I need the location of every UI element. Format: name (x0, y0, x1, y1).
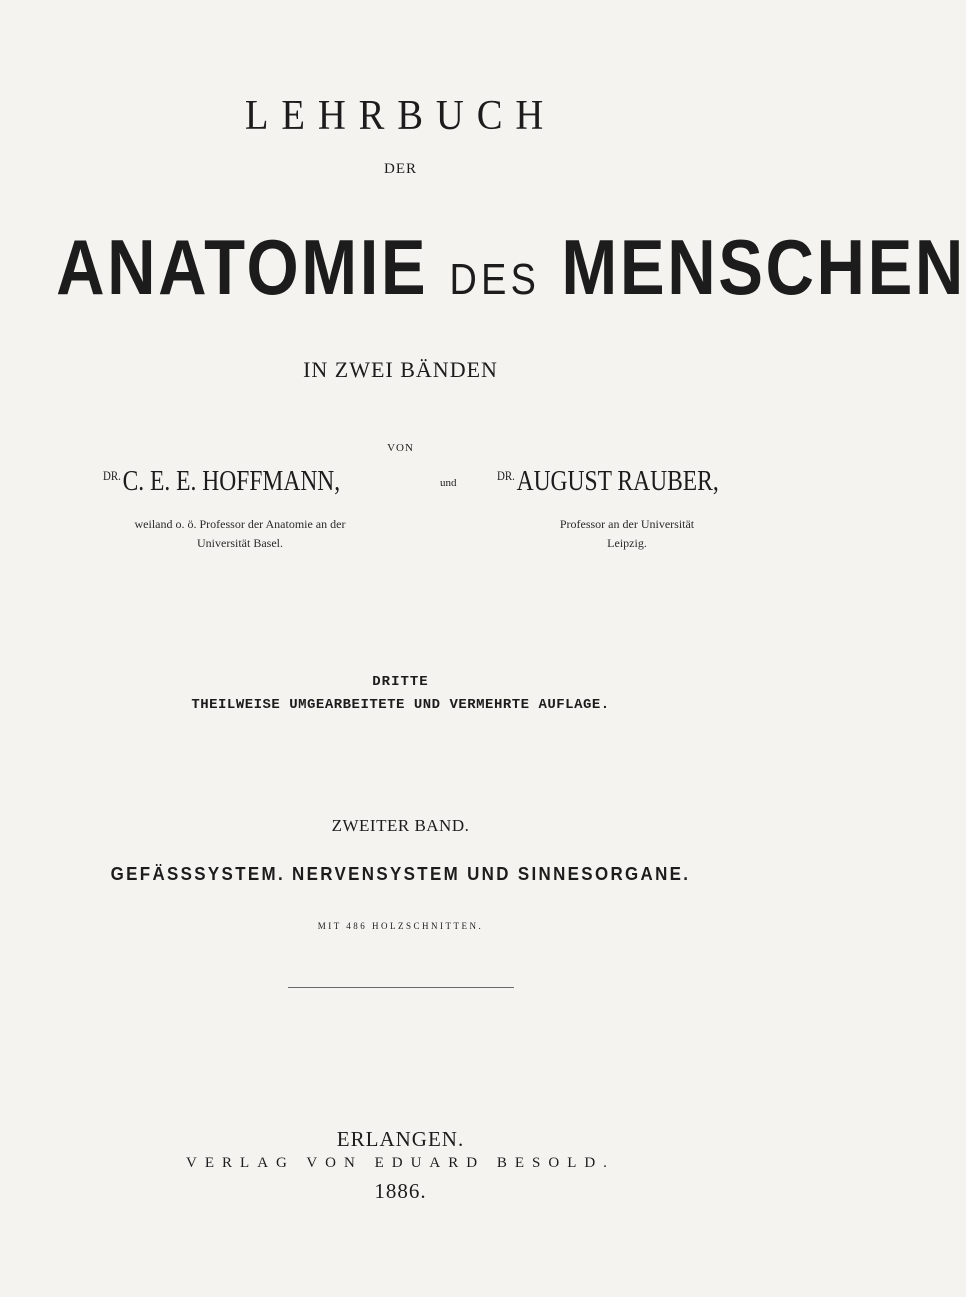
affiliation-line: weiland o. ö. Professor der Anatomie an der (134, 517, 346, 531)
author-hoffmann-affiliation (100, 515, 380, 553)
author-hoffmann (103, 468, 340, 496)
title-word-des: DES (449, 255, 541, 304)
imprint-city: ERLANGEN. (336, 1127, 465, 1151)
edition-number: DRITTE (372, 674, 429, 690)
byline-von: VON (387, 442, 414, 454)
imprint-publisher: VERLAG VON EDUARD BESOLD. (186, 1155, 615, 1171)
volume-contents: GEFÄSSSYSTEM. NERVENSYSTEM UND SINNESORGANE. (110, 864, 691, 884)
title-word-menschen: MENSCHEN (561, 223, 966, 311)
author-title-prefix: DR. (497, 467, 515, 483)
author-name: C. E. E. HOFFMANN, (122, 466, 341, 497)
affiliation-line: Universität Basel. (197, 536, 283, 550)
book-title-lehrbuch: LEHRBUCH (244, 93, 557, 139)
divider-rule (288, 987, 514, 988)
book-title-anatomie-des-menschen (56, 223, 966, 311)
volumes-note: IN ZWEI BÄNDEN (303, 357, 498, 382)
title-word-anatomie: ANATOMIE (56, 223, 429, 311)
edition-description: THEILWEISE UMGEARBEITETE UND VERMEHRTE AUFLAGE. (191, 697, 610, 713)
author-name: AUGUST RAUBER, (516, 466, 719, 497)
affiliation-line: Professor an der Universität (559, 517, 695, 531)
byline-conjunction: und (440, 477, 457, 489)
imprint-year: 1886. (374, 1179, 427, 1203)
author-rauber-affiliation (507, 515, 747, 553)
title-article-der: DER (384, 161, 417, 177)
author-rauber (497, 468, 719, 496)
volume-label: ZWEITER BAND. (331, 816, 470, 835)
affiliation-line: Leipzig. (607, 536, 647, 550)
author-title-prefix: DR. (103, 467, 121, 483)
illustrations-note: MIT 486 HOLZSCHNITTEN. (317, 921, 484, 931)
